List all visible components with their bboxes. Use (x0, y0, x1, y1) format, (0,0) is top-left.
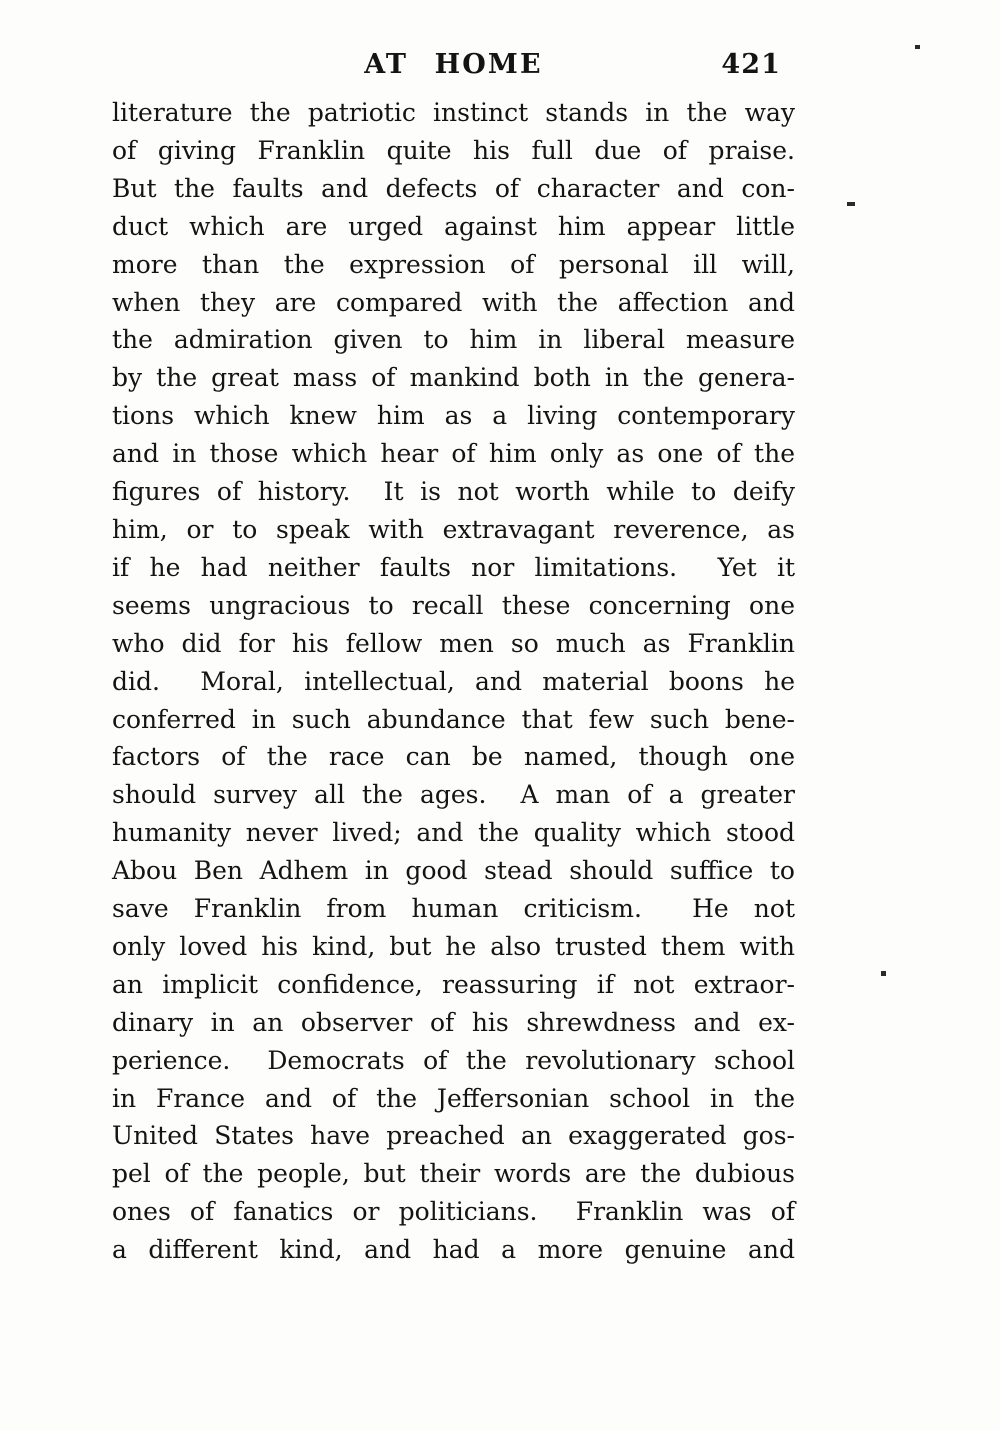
scan-speck (847, 202, 855, 206)
text-line: duct which are urged against him appear little (112, 211, 795, 241)
text-line: of giving Franklin quite his full due of praise. (112, 135, 795, 165)
text-line: Abou Ben Adhem in good stead should suffice to (112, 856, 795, 886)
page-number: 421 (721, 49, 781, 80)
text-line: should survey all the ages. A man of a greater (112, 780, 795, 810)
text-line: But the faults and defects of character and con- (112, 173, 795, 203)
text-line: an implicit confidence, reassuring if not extraor- (112, 969, 795, 999)
text-line: tions which knew him as a living contemporary (112, 401, 795, 431)
text-line: a different kind, and had a more genuine and (112, 1235, 795, 1265)
scan-speck (881, 971, 886, 976)
text-line: the admiration given to him in liberal measure (112, 325, 795, 355)
text-line: dinary in an observer of his shrewdness and ex- (112, 1007, 795, 1037)
text-line: perience. Democrats of the revolutionary school (112, 1045, 795, 1075)
page-header (112, 49, 795, 85)
text-line: figures of history. It is not worth while to deify (112, 477, 795, 507)
text-line: and in those which hear of him only as one of the (112, 439, 795, 469)
text-line: save Franklin from human criticism. He not (112, 894, 795, 924)
text-line: more than the expression of personal ill will, (112, 249, 795, 279)
body-text (112, 94, 795, 1269)
text-line: ones of fanatics or politicians. Franklin was of (112, 1197, 795, 1227)
text-line: him, or to speak with extravagant reverence, as (112, 514, 795, 544)
text-line: if he had neither faults nor limitations. Yet it (112, 552, 795, 582)
text-line: humanity never lived; and the quality which stood (112, 818, 795, 848)
running-title: AT HOME (364, 49, 543, 80)
text-line: by the great mass of mankind both in the genera- (112, 363, 795, 393)
text-line: literature the patriotic instinct stands in the way (112, 98, 795, 127)
text-line: did. Moral, intellectual, and material boons he (112, 666, 795, 696)
text-line: conferred in such abundance that few such bene- (112, 704, 795, 734)
scan-speck (915, 45, 920, 49)
text-line: only loved his kind, but he also trusted them with (112, 931, 795, 961)
text-line: when they are compared with the affection and (112, 287, 795, 317)
text-line: factors of the race can be named, though one (112, 742, 795, 772)
text-line: United States have preached an exaggerated gos- (112, 1121, 795, 1151)
text-line: in France and of the Jeffersonian school in the (112, 1083, 795, 1113)
text-line: who did for his fellow men so much as Franklin (112, 628, 795, 658)
text-line: pel of the people, but their words are the dubious (112, 1159, 795, 1189)
text-line: seems ungracious to recall these concerning one (112, 590, 795, 620)
